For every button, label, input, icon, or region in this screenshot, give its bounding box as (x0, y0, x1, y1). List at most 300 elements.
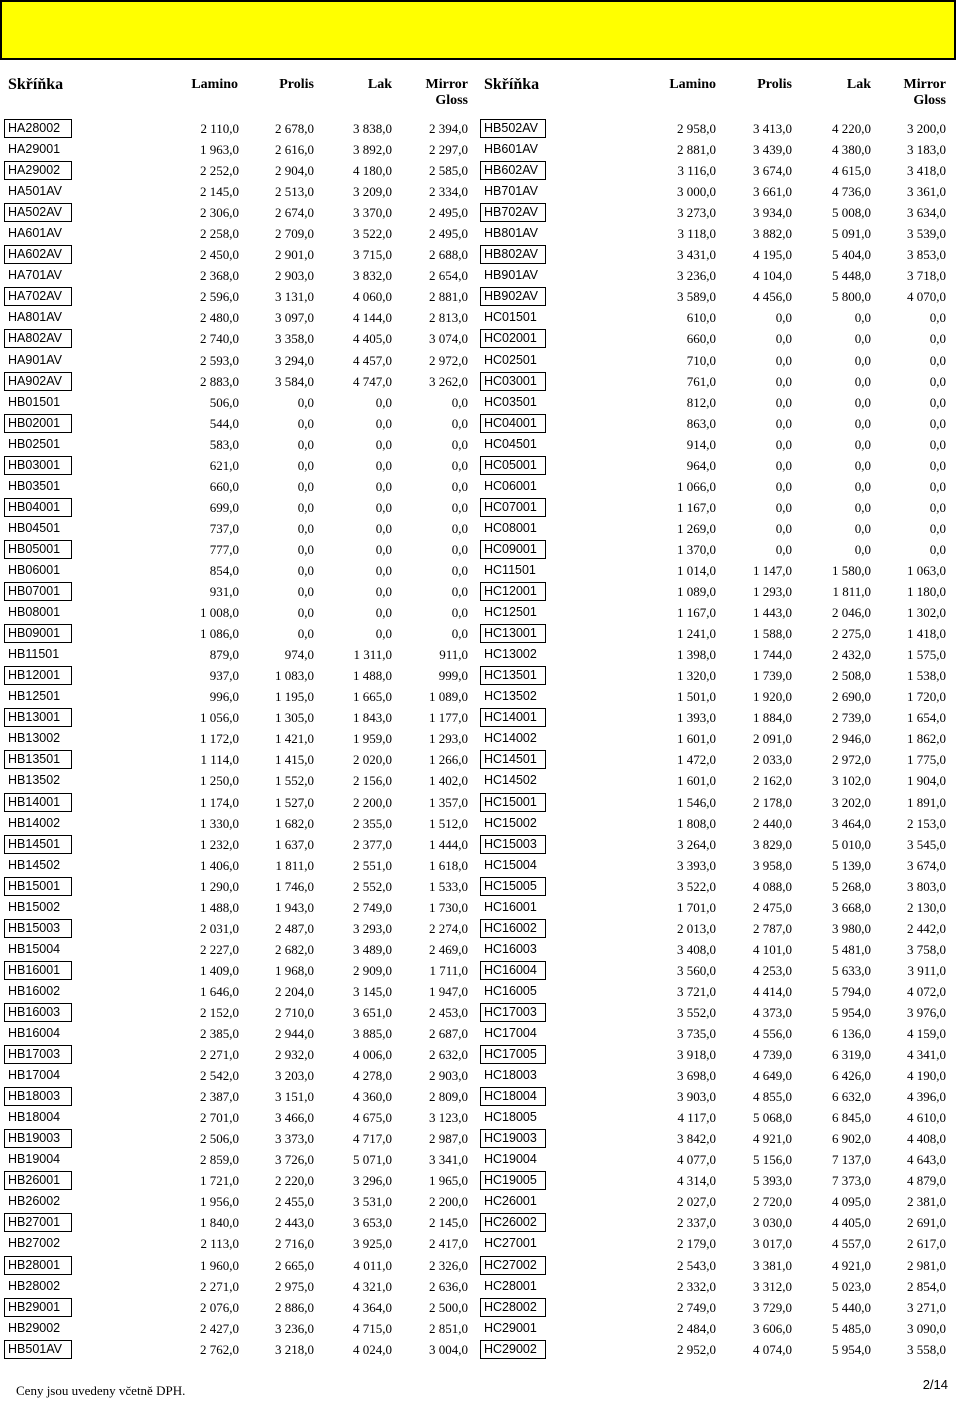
price-mirror-gloss: 2 632,0 (429, 1047, 468, 1063)
price-mirror-gloss: 3 545,0 (907, 836, 946, 852)
price-lak: 3 980,0 (832, 920, 871, 936)
price-lamino: 2 480,0 (200, 310, 239, 326)
cabinet-code: HB04001 (4, 498, 72, 517)
table-row (4, 455, 470, 476)
price-lak: 2 739,0 (832, 710, 871, 726)
price-mirror-gloss: 0,0 (929, 478, 946, 494)
cabinet-code: HB802AV (480, 245, 546, 264)
price-prolis: 2 513,0 (275, 184, 314, 200)
price-lak: 0,0 (375, 436, 392, 452)
price-mirror-gloss: 2 297,0 (429, 142, 468, 158)
price-mirror-gloss: 2 691,0 (907, 1215, 946, 1231)
price-lamino: 610,0 (686, 310, 716, 326)
price-mirror-gloss: 4 643,0 (907, 1152, 946, 1168)
price-lamino: 2 306,0 (200, 205, 239, 221)
price-lamino: 2 110,0 (200, 121, 239, 136)
cabinet-code: HB03501 (8, 478, 61, 493)
price-lak: 2 909,0 (353, 962, 392, 978)
price-lak: 2 355,0 (353, 815, 392, 831)
price-lak: 0,0 (375, 499, 392, 515)
price-lamino: 2 387,0 (200, 1089, 239, 1105)
price-prolis: 3 131,0 (275, 289, 314, 305)
price-mirror-gloss: 3 004,0 (429, 1341, 468, 1357)
table-row (480, 749, 952, 770)
price-mirror-gloss: 0,0 (929, 331, 946, 347)
cabinet-code: HA29001 (8, 142, 61, 157)
table-row (480, 918, 952, 939)
cabinet-code: HB28002 (8, 1278, 61, 1293)
price-prolis: 1 811,0 (275, 857, 314, 873)
price-lak: 2 508,0 (832, 668, 871, 684)
cabinet-code: HB17004 (8, 1068, 61, 1083)
price-prolis: 2 443,0 (275, 1215, 314, 1231)
price-lamino: 1 472,0 (677, 752, 716, 768)
price-mirror-gloss: 2 495,0 (429, 205, 468, 221)
table-row (4, 350, 470, 371)
cabinet-code: HB05001 (4, 540, 72, 559)
price-lamino: 3 264,0 (677, 836, 716, 852)
table-row (4, 1128, 470, 1149)
price-lamino: 660,0 (686, 331, 716, 347)
price-mirror-gloss: 2 394,0 (429, 121, 468, 136)
price-mirror-gloss: 1 618,0 (429, 857, 468, 873)
price-prolis: 5 068,0 (753, 1110, 792, 1126)
price-prolis: 3 294,0 (275, 352, 314, 368)
price-lamino: 1 114,0 (200, 752, 239, 768)
price-mirror-gloss: 1 418,0 (907, 626, 946, 642)
price-prolis: 0,0 (775, 331, 792, 347)
cabinet-code: HC02501 (484, 352, 537, 367)
price-mirror-gloss: 1 512,0 (429, 815, 468, 831)
price-lamino: 3 118,0 (677, 226, 716, 242)
cabinet-code: HC13002 (484, 647, 537, 662)
price-lak: 1 488,0 (353, 668, 392, 684)
price-lak: 0,0 (854, 457, 871, 473)
price-prolis: 0,0 (775, 352, 792, 368)
price-prolis: 4 649,0 (753, 1068, 792, 1084)
price-lamino: 2 258,0 (200, 226, 239, 242)
price-mirror-gloss: 0,0 (929, 457, 946, 473)
price-prolis: 4 088,0 (753, 878, 792, 894)
price-lak: 5 448,0 (832, 268, 871, 284)
price-mirror-gloss: 4 341,0 (907, 1047, 946, 1063)
price-lamino: 2 332,0 (677, 1278, 716, 1294)
price-lamino: 3 698,0 (677, 1068, 716, 1084)
table-row (480, 244, 952, 265)
price-lamino: 2 113,0 (200, 1236, 239, 1252)
table-row (4, 686, 470, 707)
price-prolis: 3 381,0 (753, 1257, 792, 1273)
price-mirror-gloss: 1 965,0 (429, 1173, 468, 1189)
price-prolis: 5 156,0 (753, 1152, 792, 1168)
price-lak: 0,0 (854, 415, 871, 431)
table-row (480, 497, 952, 518)
price-lak: 3 209,0 (353, 184, 392, 200)
table-row (4, 1255, 470, 1276)
price-lamino: 1 808,0 (677, 815, 716, 831)
price-prolis: 2 903,0 (275, 268, 314, 284)
price-lamino: 1 008,0 (200, 605, 239, 621)
price-prolis: 2 616,0 (275, 142, 314, 158)
price-prolis: 2 455,0 (275, 1194, 314, 1210)
price-mirror-gloss: 1 654,0 (907, 710, 946, 726)
price-lamino: 2 145,0 (200, 184, 239, 200)
price-lamino: 2 952,0 (677, 1341, 716, 1357)
table-row (4, 1318, 470, 1339)
table-row (480, 139, 952, 160)
table-row (480, 265, 952, 286)
cabinet-code: HC18004 (480, 1087, 546, 1106)
cabinet-code: HA502AV (4, 203, 72, 222)
cabinet-code: HB13501 (4, 750, 72, 769)
table-row (480, 1255, 952, 1276)
cabinet-code: HB13502 (8, 773, 61, 788)
table-row (4, 834, 470, 855)
price-mirror-gloss: 1 775,0 (907, 752, 946, 768)
cabinet-code: HC16002 (480, 919, 546, 938)
price-lak: 3 522,0 (353, 226, 392, 242)
price-mirror-gloss: 2 417,0 (429, 1236, 468, 1252)
price-lamino: 3 560,0 (677, 962, 716, 978)
price-lak: 4 144,0 (353, 310, 392, 326)
price-lamino: 4 077,0 (677, 1152, 716, 1168)
table-row (480, 350, 952, 371)
price-prolis: 0,0 (297, 478, 314, 494)
table-row (480, 307, 952, 328)
cabinet-code: HA901AV (8, 352, 62, 367)
cabinet-code: HB08001 (8, 605, 61, 620)
cabinet-code: HC09001 (480, 540, 546, 559)
price-lak: 5 954,0 (832, 1341, 871, 1357)
table-row (480, 813, 952, 834)
price-mirror-gloss: 3 123,0 (429, 1110, 468, 1126)
price-mirror-gloss: 1 730,0 (429, 899, 468, 915)
cabinet-code: HA701AV (8, 268, 62, 283)
price-prolis: 3 218,0 (275, 1341, 314, 1357)
price-prolis: 2 904,0 (275, 163, 314, 179)
table-row (480, 1149, 952, 1170)
price-prolis: 0,0 (775, 520, 792, 536)
price-lak: 2 046,0 (832, 605, 871, 621)
table-row (480, 286, 952, 307)
cabinet-code: HB16002 (8, 983, 61, 998)
cabinet-code: HA801AV (8, 310, 62, 325)
table-row (4, 918, 470, 939)
table-row (480, 1233, 952, 1254)
price-prolis: 0,0 (297, 626, 314, 642)
price-mirror-gloss: 1 266,0 (429, 752, 468, 768)
table-row (4, 202, 470, 223)
price-prolis: 1 943,0 (275, 899, 314, 915)
price-lak: 6 319,0 (832, 1047, 871, 1063)
price-lak: 4 321,0 (353, 1278, 392, 1294)
cabinet-code: HC14001 (480, 708, 546, 727)
price-lak: 3 885,0 (353, 1026, 392, 1042)
price-lamino: 3 903,0 (677, 1089, 716, 1105)
price-mirror-gloss: 0,0 (929, 394, 946, 410)
table-row (4, 1276, 470, 1297)
price-mirror-gloss: 1 180,0 (907, 584, 946, 600)
price-lamino: 583,0 (209, 436, 239, 452)
price-prolis: 2 944,0 (275, 1026, 314, 1042)
price-prolis: 3 729,0 (753, 1299, 792, 1315)
price-lak: 2 749,0 (353, 899, 392, 915)
price-lamino: 621,0 (209, 457, 239, 473)
price-prolis: 3 312,0 (753, 1278, 792, 1294)
price-prolis: 2 162,0 (753, 773, 792, 789)
price-lamino: 937,0 (209, 668, 239, 684)
price-lamino: 854,0 (209, 562, 239, 578)
cabinet-code: HB16003 (4, 1003, 72, 1022)
cabinet-code: HC28001 (484, 1278, 537, 1293)
table-row (480, 455, 952, 476)
cabinet-code: HB902AV (480, 287, 546, 306)
price-prolis: 1 682,0 (275, 815, 314, 831)
price-prolis: 2 932,0 (275, 1047, 314, 1063)
price-mirror-gloss: 4 879,0 (907, 1173, 946, 1189)
price-prolis: 2 678,0 (275, 121, 314, 136)
price-lamino: 1 089,0 (677, 584, 716, 600)
price-mirror-gloss: 0,0 (929, 520, 946, 536)
price-lak: 3 370,0 (353, 205, 392, 221)
price-mirror-gloss: 3 911,0 (907, 962, 946, 978)
table-row (480, 434, 952, 455)
table-row (480, 855, 952, 876)
table-row (4, 1233, 470, 1254)
table-row (480, 539, 952, 560)
header-mirror-gloss: Mirror Gloss (903, 77, 946, 108)
price-lak: 3 293,0 (353, 920, 392, 936)
cabinet-code: HA28002 (4, 119, 72, 138)
price-lamino: 2 881,0 (677, 142, 716, 158)
price-lamino: 1 320,0 (677, 668, 716, 684)
cabinet-code: HB14001 (4, 793, 72, 812)
price-mirror-gloss: 2 981,0 (907, 1257, 946, 1273)
price-mirror-gloss: 4 159,0 (907, 1026, 946, 1042)
table-row (4, 539, 470, 560)
price-lak: 1 959,0 (353, 731, 392, 747)
price-lamino: 2 013,0 (677, 920, 716, 936)
table-row (480, 665, 952, 686)
cabinet-code: HB502AV (480, 119, 546, 138)
table-row (4, 1002, 470, 1023)
price-lamino: 2 179,0 (677, 1236, 716, 1252)
price-mirror-gloss: 2 617,0 (907, 1236, 946, 1252)
price-lak: 6 845,0 (832, 1110, 871, 1126)
price-lak: 0,0 (375, 478, 392, 494)
price-lak: 0,0 (854, 436, 871, 452)
table-row (4, 665, 470, 686)
cabinet-code: HB13002 (8, 731, 61, 746)
price-lamino: 2 749,0 (677, 1299, 716, 1315)
table-row (480, 623, 952, 644)
price-lak: 4 747,0 (353, 373, 392, 389)
price-prolis: 2 665,0 (275, 1257, 314, 1273)
price-mirror-gloss: 3 271,0 (907, 1299, 946, 1315)
price-mirror-gloss: 0,0 (451, 415, 468, 431)
price-mirror-gloss: 0,0 (451, 605, 468, 621)
cabinet-code: HB26002 (8, 1194, 61, 1209)
price-prolis: 1 637,0 (275, 836, 314, 852)
price-lamino: 1 250,0 (200, 773, 239, 789)
cabinet-code: HC27002 (480, 1256, 546, 1275)
price-lak: 5 440,0 (832, 1299, 871, 1315)
price-mirror-gloss: 2 687,0 (429, 1026, 468, 1042)
table-row (4, 728, 470, 749)
price-lamino: 1 290,0 (200, 878, 239, 894)
price-lak: 6 632,0 (832, 1089, 871, 1105)
table-row (480, 644, 952, 665)
cabinet-code: HB801AV (484, 226, 538, 241)
price-prolis: 3 606,0 (753, 1320, 792, 1336)
table-row (480, 181, 952, 202)
price-mirror-gloss: 4 070,0 (907, 289, 946, 305)
price-lak: 2 946,0 (832, 731, 871, 747)
price-prolis: 974,0 (284, 647, 314, 663)
table-row (4, 244, 470, 265)
table-row (480, 476, 952, 497)
price-prolis: 0,0 (775, 394, 792, 410)
price-prolis: 4 921,0 (753, 1131, 792, 1147)
table-row (4, 392, 470, 413)
price-lak: 4 736,0 (832, 184, 871, 200)
cabinet-code: HC07001 (480, 498, 546, 517)
table-row (480, 1044, 952, 1065)
price-lamino: 1 086,0 (200, 626, 239, 642)
table-row (4, 371, 470, 392)
price-lak: 5 139,0 (832, 857, 871, 873)
price-prolis: 3 413,0 (753, 121, 792, 136)
price-lak: 5 794,0 (832, 983, 871, 999)
price-lamino: 1 956,0 (200, 1194, 239, 1210)
cabinet-code: HB27001 (4, 1213, 72, 1232)
price-prolis: 3 829,0 (753, 836, 792, 852)
table-row (480, 118, 952, 139)
price-mirror-gloss: 3 976,0 (907, 1004, 946, 1020)
cabinet-code: HC12501 (484, 605, 537, 620)
price-lak: 3 651,0 (353, 1004, 392, 1020)
price-lak: 4 405,0 (832, 1215, 871, 1231)
price-lamino: 3 842,0 (677, 1131, 716, 1147)
cabinet-code: HC04501 (484, 436, 537, 451)
price-lak: 6 902,0 (832, 1131, 871, 1147)
price-lak: 1 665,0 (353, 689, 392, 705)
cabinet-code: HC29002 (480, 1340, 546, 1359)
price-mirror-gloss: 0,0 (451, 478, 468, 494)
cabinet-code: HB28001 (4, 1256, 72, 1275)
table-row (4, 1297, 470, 1318)
price-lamino: 3 236,0 (677, 268, 716, 284)
price-prolis: 1 527,0 (275, 794, 314, 810)
price-lak: 2 020,0 (353, 752, 392, 768)
price-mirror-gloss: 0,0 (451, 541, 468, 557)
price-prolis: 4 104,0 (753, 268, 792, 284)
table-row (480, 602, 952, 623)
price-lak: 4 675,0 (353, 1110, 392, 1126)
price-lak: 4 557,0 (832, 1236, 871, 1252)
table-row (4, 518, 470, 539)
price-lak: 5 008,0 (832, 205, 871, 221)
price-lak: 7 373,0 (832, 1173, 871, 1189)
price-prolis: 2 682,0 (275, 941, 314, 957)
price-mirror-gloss: 4 396,0 (907, 1089, 946, 1105)
cabinet-code: HB09001 (4, 624, 72, 643)
price-lamino: 812,0 (686, 394, 716, 410)
cabinet-code: HB501AV (4, 1340, 72, 1359)
cabinet-code: HC08001 (484, 520, 537, 535)
price-lak: 3 489,0 (353, 941, 392, 957)
price-mirror-gloss: 0,0 (451, 520, 468, 536)
price-prolis: 0,0 (775, 457, 792, 473)
price-lak: 2 377,0 (353, 836, 392, 852)
price-prolis: 4 414,0 (753, 983, 792, 999)
price-lamino: 4 314,0 (677, 1173, 716, 1189)
price-lak: 5 023,0 (832, 1278, 871, 1294)
price-mirror-gloss: 4 072,0 (907, 983, 946, 999)
price-mirror-gloss: 1 063,0 (907, 562, 946, 578)
price-lak: 4 278,0 (353, 1068, 392, 1084)
price-mirror-gloss: 4 408,0 (907, 1131, 946, 1147)
price-mirror-gloss: 2 654,0 (429, 268, 468, 284)
header-lamino: Lamino (191, 77, 238, 92)
price-lamino: 1 960,0 (200, 1257, 239, 1273)
table-row (4, 1339, 470, 1360)
header-mirror-gloss: Mirror Gloss (425, 77, 468, 108)
price-lak: 3 202,0 (832, 794, 871, 810)
price-lak: 0,0 (854, 373, 871, 389)
cabinet-code: HB26001 (4, 1171, 72, 1190)
price-lamino: 3 735,0 (677, 1026, 716, 1042)
cabinet-code: HB03001 (4, 456, 72, 475)
price-lamino: 1 167,0 (677, 499, 716, 515)
price-mirror-gloss: 3 758,0 (907, 941, 946, 957)
price-mirror-gloss: 1 293,0 (429, 731, 468, 747)
price-prolis: 4 074,0 (753, 1341, 792, 1357)
cabinet-code: HC06001 (484, 478, 537, 493)
price-lamino: 931,0 (209, 584, 239, 600)
price-mirror-gloss: 1 357,0 (429, 794, 468, 810)
price-lamino: 914,0 (686, 436, 716, 452)
price-prolis: 2 487,0 (275, 920, 314, 936)
cabinet-code: HB18003 (4, 1087, 72, 1106)
price-mirror-gloss: 1 862,0 (907, 731, 946, 747)
table-row (4, 118, 470, 139)
table-row (4, 644, 470, 665)
cabinet-code: HC02001 (480, 329, 546, 348)
price-prolis: 0,0 (297, 584, 314, 600)
price-mirror-gloss: 1 947,0 (429, 983, 468, 999)
price-mirror-gloss: 2 987,0 (429, 1131, 468, 1147)
cabinet-code: HC17004 (484, 1026, 537, 1041)
cabinet-code: HC29001 (484, 1320, 537, 1335)
price-lamino: 2 859,0 (200, 1152, 239, 1168)
price-lamino: 699,0 (209, 499, 239, 515)
price-lamino: 2 271,0 (200, 1047, 239, 1063)
price-prolis: 3 726,0 (275, 1152, 314, 1168)
price-lak: 3 892,0 (353, 142, 392, 158)
cabinet-code: HB04501 (8, 520, 61, 535)
price-lamino: 3 918,0 (677, 1047, 716, 1063)
price-prolis: 2 091,0 (753, 731, 792, 747)
table-row (480, 834, 952, 855)
price-lak: 0,0 (854, 331, 871, 347)
price-mirror-gloss: 1 089,0 (429, 689, 468, 705)
table-row (4, 1023, 470, 1044)
price-lak: 6 136,0 (832, 1026, 871, 1042)
table-row (4, 560, 470, 581)
price-mirror-gloss: 3 183,0 (907, 142, 946, 158)
cabinet-code: HC16005 (484, 983, 537, 998)
